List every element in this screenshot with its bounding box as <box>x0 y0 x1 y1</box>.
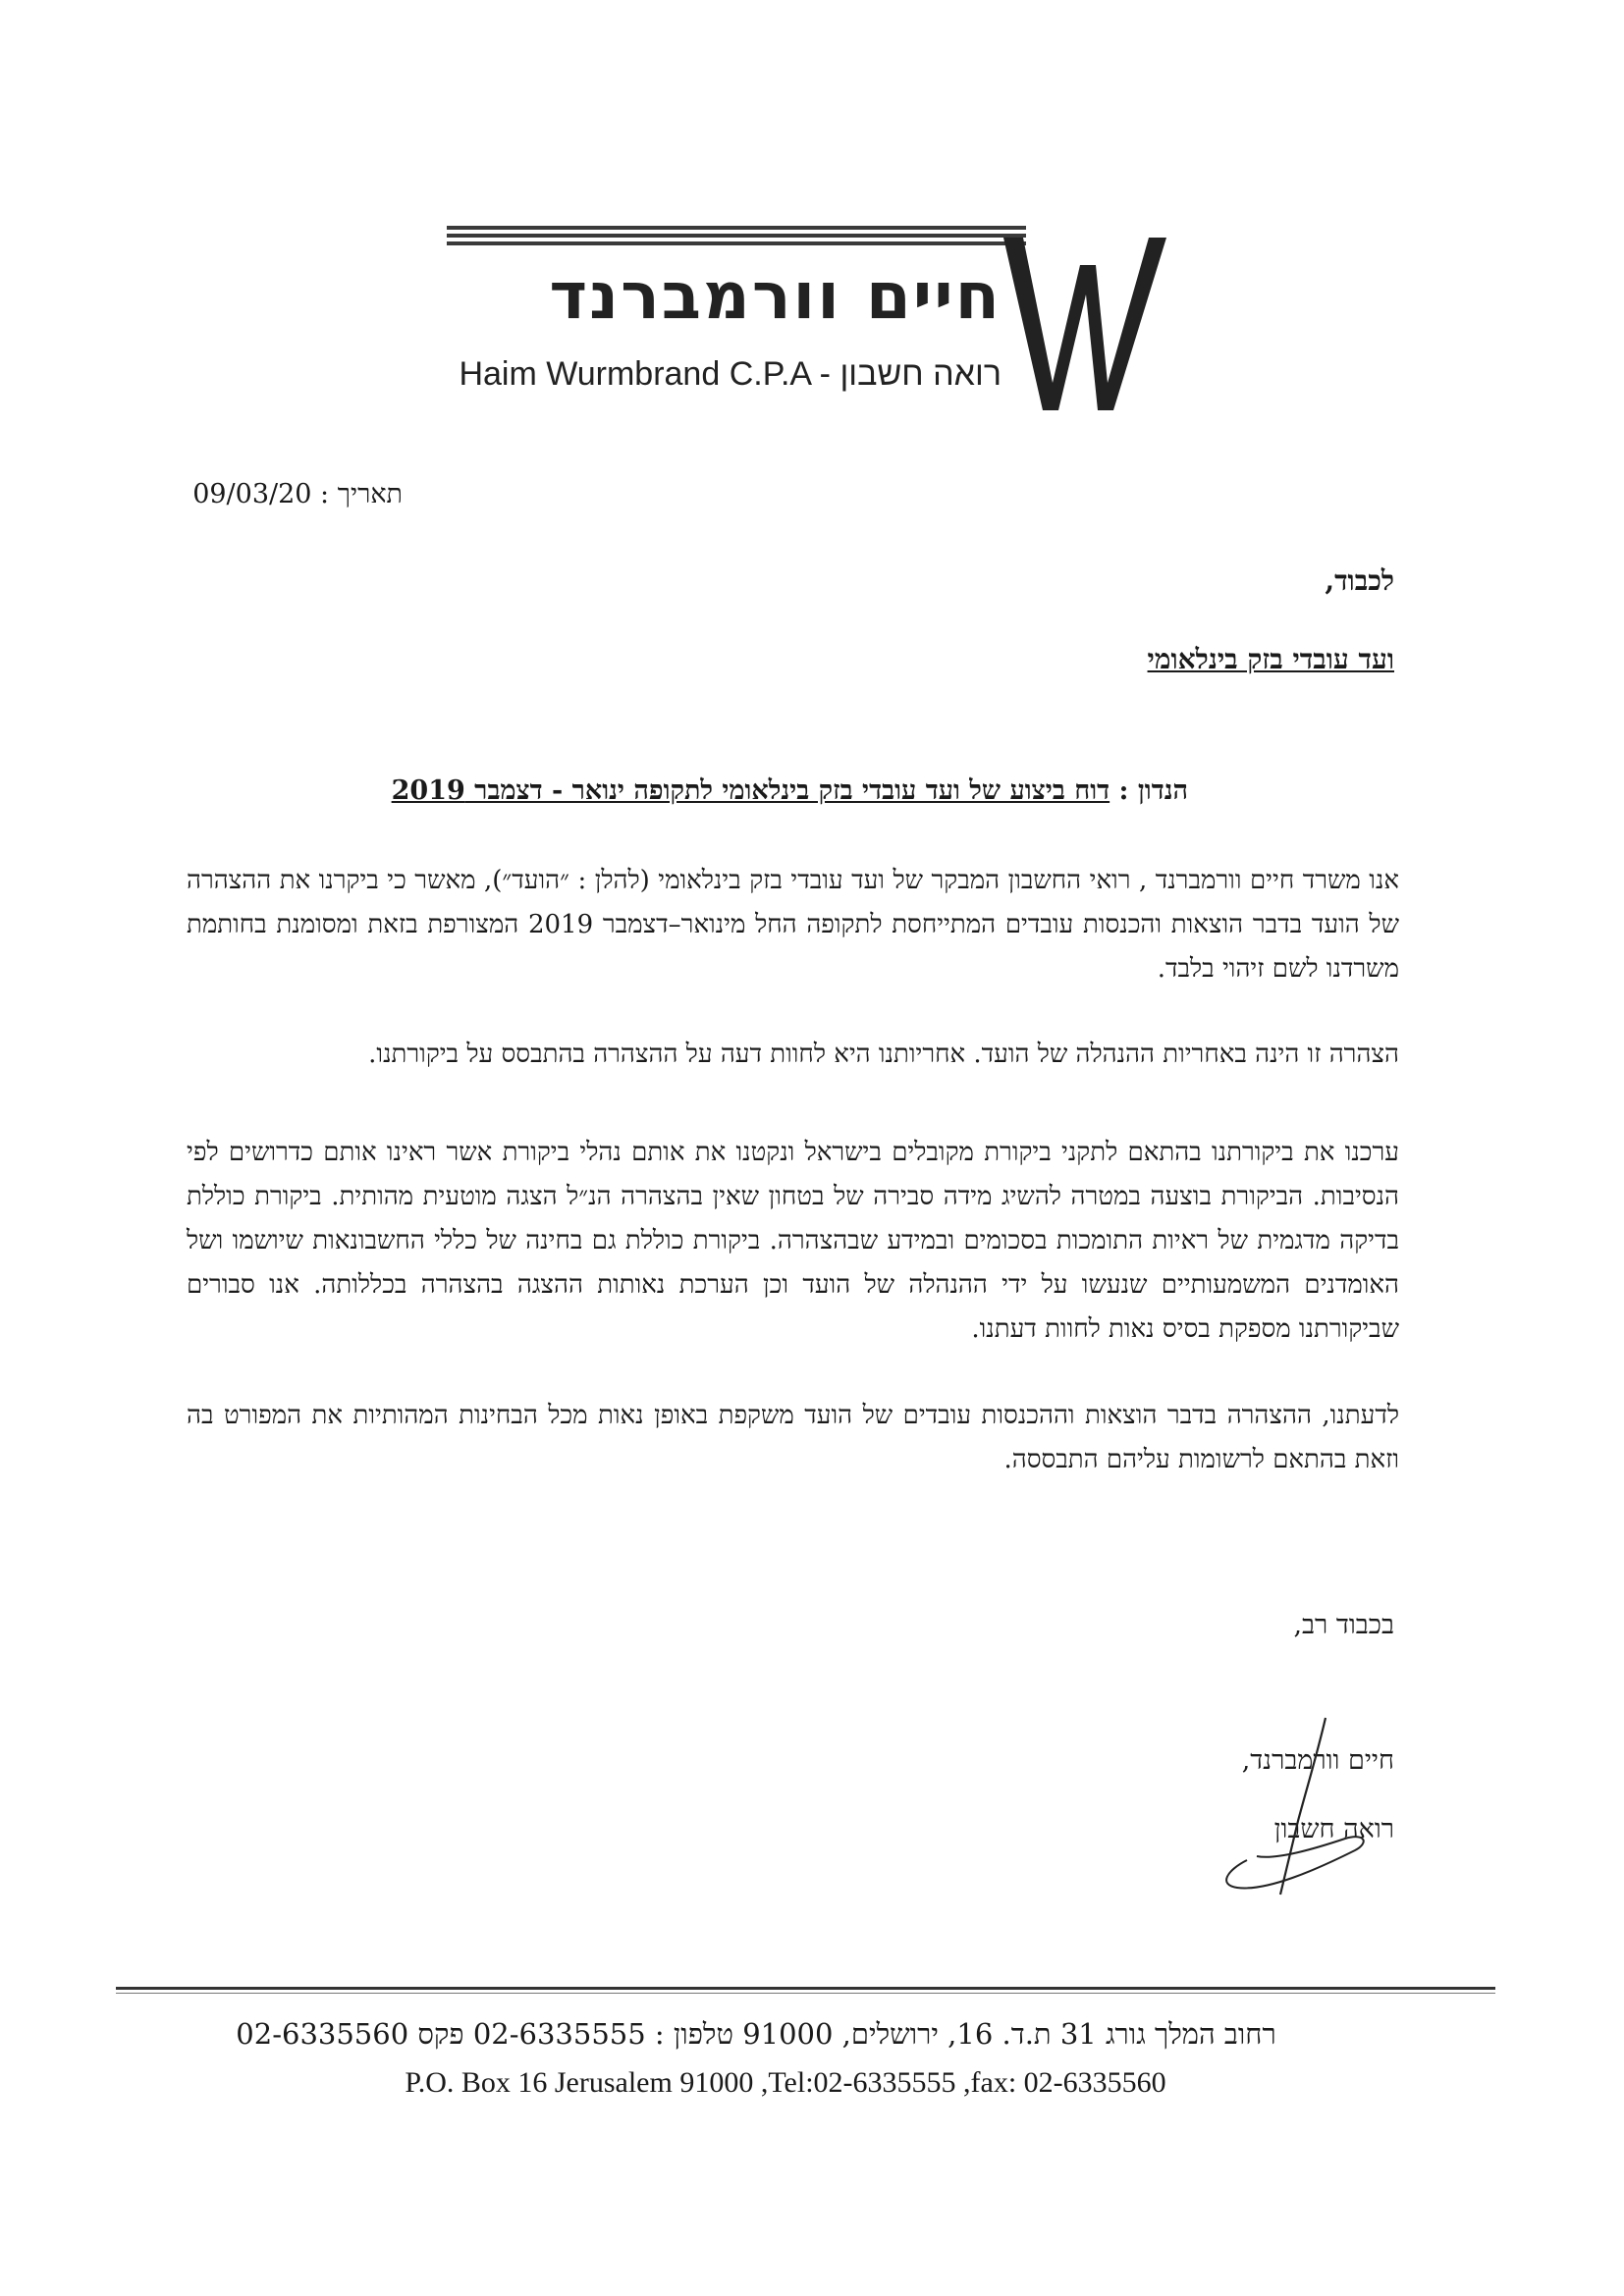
date-value: 09/03/20 <box>192 479 312 509</box>
subject-text: דוח ביצוע של ועד עובדי בזק בינלאומי לתקופה ינואר - דצמבר 2019 <box>391 775 1110 806</box>
date-label: תאריך : <box>320 479 403 509</box>
closing: בכבוד רב, <box>1293 1610 1394 1640</box>
paragraph-opinion: לדעתנו, ההצהרה בדבר הוצאות וההכנסות עובדים של הועד משקפת באופן נאות מכל הבחינות המהותיות את המפורט בה וזאת בהתאם לרשומות עליהם התבססה. <box>187 1401 1399 1474</box>
signatory-name: חיים וורמברנד, <box>1241 1745 1394 1776</box>
letterhead-logo <box>447 226 1154 412</box>
footer-divider <box>116 1987 1495 1994</box>
recipient: ועד עובדי בזק בינלאומי <box>1147 643 1394 675</box>
paragraph-audit-scope: ערכנו את ביקורתנו בהתאם לתקני ביקורת מקובלים בישראל ונקטנו את אותם נהלי ביקורת אשר ראינו אותם כדרושים לפי הנסיבות. הביקורת בוצעה במטרה להשיג מידה סבירה של בטחון שאין בהצהרה הנ״ל הצגה מוטעית מהותית. ביקורת כוללת בדיקה מדגמית של ראיות התומכות בסכומים ובמידע שבהצהרה. ביקורת כוללת גם בחינה של כללי החשבונאות שיושמו ושל האומדנים המשמעותיים שנעשו על ידי ההנהלה של הועד וכן הערכת נאותות ההצגה בהצהרה בכללותה. אנו סבורים שביקורתנו מספקת בסיס נאות לחוות דעתנו. <box>187 1138 1399 1344</box>
salutation: לכבוד, <box>1325 564 1394 597</box>
logo-w-mark-icon <box>1001 236 1168 412</box>
subject-line <box>196 775 1188 806</box>
handwritten-signature-icon <box>1208 1713 1375 1899</box>
subject-label: הנדון : <box>1118 775 1188 806</box>
paragraph-audit-statement: אנו משרד חיים וורמברנד , רואי החשבון המבקר של ועד עובדי בזק בינלאומי (להלן : ״הועד״), מאשר כי ביקרנו את ההצהרה של הועד בדבר הוצאות והכנסות עובדים המתייחסת לתקופה החל מינואר–דצמבר 2019 המצורפת בזאת ומסומנת בחותמת משרדנו לשם זיהוי בלבד. <box>187 866 1399 984</box>
paragraph-responsibility: הצהרה זו הינה באחריות ההנהלה של הועד. אחריותנו היא לחוות דעה על ההצהרה בהתבסס על ביקורתנו. <box>368 1040 1399 1069</box>
footer-address-english: P.O. Box 16 Jerusalem 91000 ,Tel:02-6335555 ,fax: 02-6335560 <box>405 2066 1166 2099</box>
signatory-title: רואה חשבון <box>1273 1814 1394 1844</box>
footer-address-hebrew: רחוב המלך גורג 31 ת.ד. 16, ירושלים, 91000 טלפון : 02-6335555 פקס 02-6335560 <box>236 2017 1276 2051</box>
date-line <box>147 479 403 518</box>
letterhead-subtitle: Haim Wurmbrand C.P.A - רואה חשבון <box>459 355 1001 393</box>
logo-stripes <box>447 226 1026 249</box>
letterhead-name: חיים וורמברנד <box>549 258 1001 334</box>
